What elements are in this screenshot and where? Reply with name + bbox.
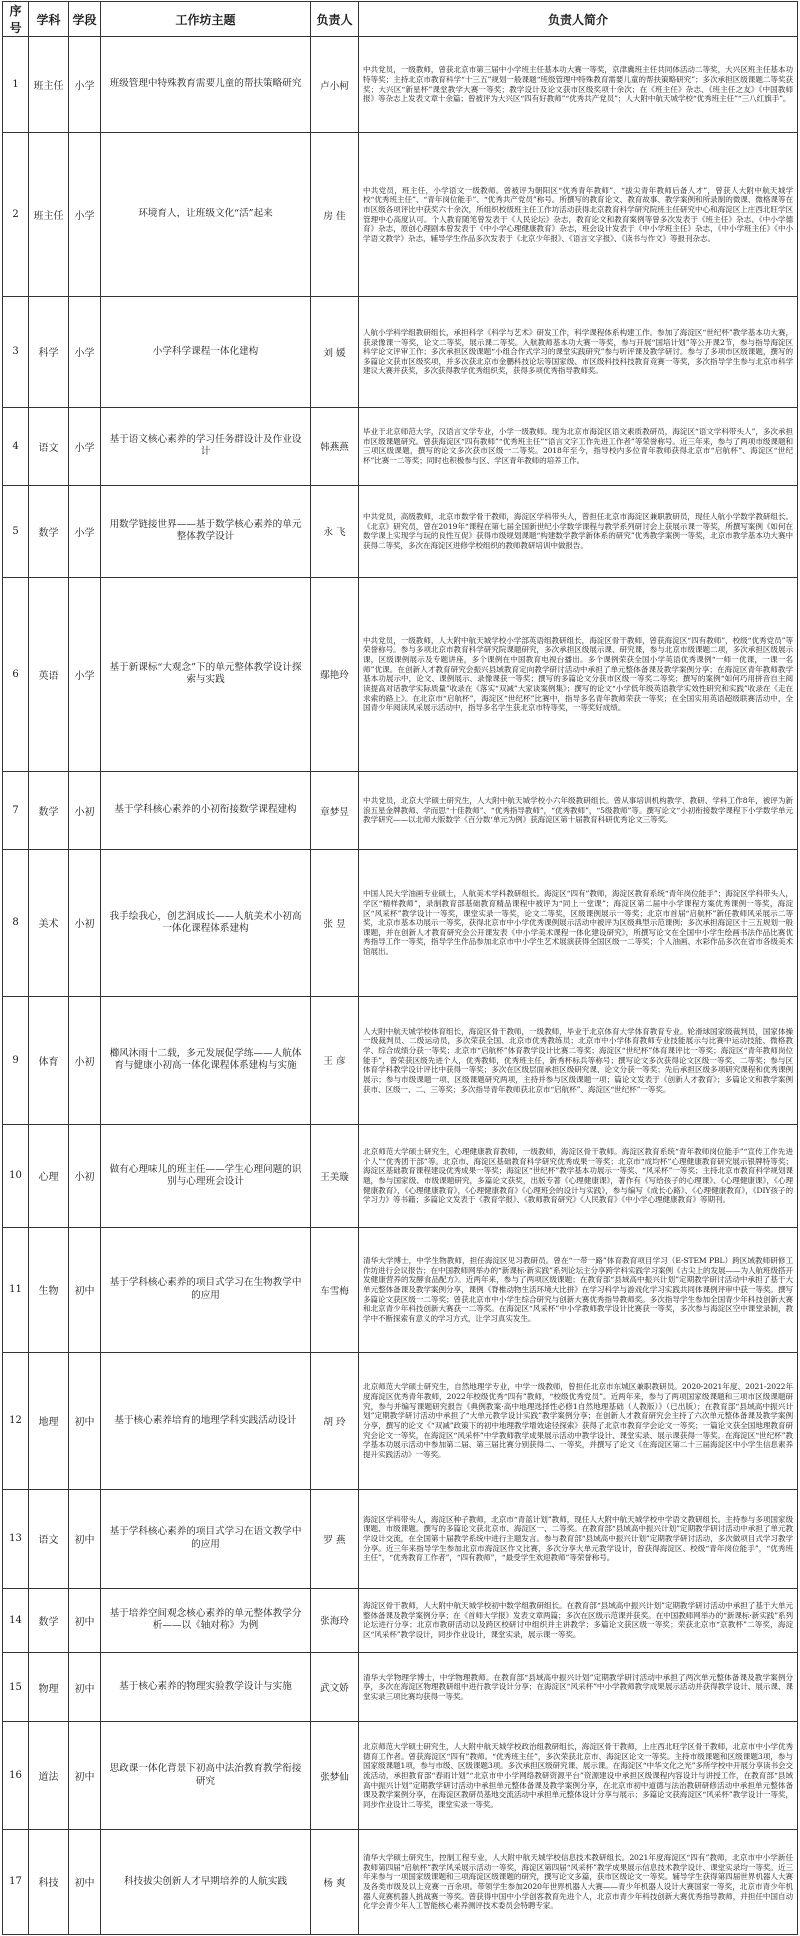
table-row <box>3 1490 798 1589</box>
row-intro: 北京师范大学硕士研究生，心理健康教育教师，一级教师，海淀区骨干教师。海淀区教育系统“青年教师岗位能手”“宣传工作先进个人”“优秀团干部”等。北京市、海淀区基础教育科学研究优秀成果一等奖；北京市“成均杯”心理健康教育研究展示银牌特等奖；海淀区基础教育课程建设优秀成果一等奖；海淀区“世纪杯”教学基本功展示一等奖、“风采杯”一等奖；主持北京市教育科学规划课题，参与国家级、市级课题研究，多篇论文获奖，出版专著《心理健康课》，著作有《写给孩子的心理课》、《心理健康课》，《心理健康教育》，《心理健康教育》，《心理健康教育》《心理班会的设计与实践》，参与编写《成长心路》、《心理健康教育》，《DIY孩子的学习力》等书籍；多篇论文发表于《教育学报》、《教师教育研究》《人民教育》《中小学心理健康教育》等期刊。 <box>359 1125 798 1227</box>
row-theme: 櫛风沐雨十二载，多元发展促学练——人航体育与健康小初高一体化课程体系建构与实施 <box>101 996 311 1125</box>
row-level: 小初 <box>69 1125 101 1227</box>
header-intro: 负责人简介 <box>359 2 798 37</box>
row-level: 初中 <box>69 1722 101 1829</box>
row-level: 小学 <box>69 37 101 133</box>
row-theme: 小学科学课程一体化建构 <box>101 296 311 407</box>
row-number: 7 <box>3 771 29 850</box>
row-number: 10 <box>3 1125 29 1227</box>
row-subject: 数学 <box>29 771 69 850</box>
row-theme: 基于核心素养培育的地理学科实践活动设计 <box>101 1352 311 1489</box>
row-theme: 我手绘我心，创艺润成长——人航美术小初高一体化课程体系建构 <box>101 850 311 996</box>
row-number: 1 <box>3 37 29 133</box>
row-level: 小学 <box>69 408 101 485</box>
row-intro: 中共党员，北京大学硕士研究生，人大附中航天城学校小六年级教研组长。曾从事培训机构教学、教研、学科工作8年，被评为新浪五星金牌教师、学而思“十佳教师”、“优秀指导教师”，“优秀教师”，“5级教师”等。撰写论文“小初衔接数学课程下小学数学单元教学研究——以北师大版数学《百分数‘单元为例》获海淀区第十届教育科研优秀论文三等奖。 <box>359 771 798 850</box>
row-number: 11 <box>3 1227 29 1352</box>
table-row <box>3 850 798 996</box>
row-leader: 王 彦 <box>311 996 359 1125</box>
row-leader: 韩燕燕 <box>311 408 359 485</box>
table-body <box>3 37 798 1935</box>
row-level: 初中 <box>69 1227 101 1352</box>
row-level: 初中 <box>69 1490 101 1589</box>
row-level: 小学 <box>69 133 101 297</box>
row-subject: 心理 <box>29 1125 69 1227</box>
row-subject: 美术 <box>29 850 69 996</box>
row-intro: 中国人民大学油画专业硕士，人航美术学科教研组长。海淀区“四有”教师，海淀区教育系统“青年岗位能手”；海淀区学科带头人，学区“精样教师”，录制教育部基础教育精品课程中被评为“同上一堂课”；海淀区第二届中小学课程方案优秀课例一等奖，海淀区“风采杯”教学设计一等奖，课堂实录一等奖，论文二等奖，区级课例展示一等奖；北京市首届“启航杯”新任教师风采展示二等奖，北京市基本功展示一等奖，获得北京市中小学优秀课例展示活动中被评为区级典型示范课例；多次承担海淀区十三五规划一般课题，并在创新人才教育研究会公开课发表《中小学美术课程一体化建设研究》，所撰写论文在全国中小学生绘画书法作品比赛优秀指导工作一等奖，指导学生作品参加北京市中小学生艺术展演获得全国区级一二等奖；个人油画、水彩作品多次在省市各级美术馆展出。 <box>359 850 798 996</box>
row-intro: 中共党员，班主任，小学语文一级教师。曾被评为朝阳区“优秀青年教师”、“拔尖青年教师后备人才”，曾获人大附中航天城学校“优秀班主任”、“青年岗位能手”、“优秀共产党员”称号。所撰写的教育论文、教育故事、教学案例和所录制的微课、微格课等在市区级各项评比中获奖六十余次，所组织校级班主任工作坊活动获得北京教育科学研究院班主任研究中心和海淀区上庄西北旺学区管理中心高度认可。个人教育随笔曾发表于《人民论坛》杂志，教育论文和教育案例等曾多次发表于《班主任》杂志、《中小学德育》杂志，原创心理剧本曾发表于《中小学心理健康教育》杂志，班会设计发表于《中小学班主任》杂志，《中小学班主任》《中小学语文教学》杂志，辅导学生作品多次发表于《北京少年报》、《语言文字报》、《读书与作文》等报刊杂志。 <box>359 133 798 297</box>
row-theme: 基于新课标“大观念”下的单元整体教学设计探索与实践 <box>101 578 311 772</box>
row-subject: 道法 <box>29 1722 69 1829</box>
row-number: 13 <box>3 1490 29 1589</box>
header-subject: 学科 <box>29 2 69 37</box>
row-leader: 张海玲 <box>311 1588 359 1652</box>
table-row <box>3 408 798 485</box>
row-leader: 杨 爽 <box>311 1829 359 1934</box>
row-intro: 中共党员，一级教师，曾获北京市第三届中小学班主任基本功大赛一等奖，京津冀班主任共同体活动二等奖，大兴区班主任基本功特等奖；主持北京市教育科学“十三五”规划一般课题“班级管理中特殊教育需要儿童的帮扶策略研究”；多次承担区级课题二等奖获奖；大兴区“新星杯”课堂教学大赛一等奖；教学设计及论文获市区级奖项十余次；在《班主任》杂志、《班主任之友》《中国教师报》等杂志上发表文章十余篇；曾被评为大兴区“四有好教师”“优秀共产党员”；人大附中航天城学校“优秀班主任”“三八红旗手”。 <box>359 37 798 133</box>
row-leader: 章梦昱 <box>311 771 359 850</box>
row-subject: 数学 <box>29 485 69 577</box>
row-number: 2 <box>3 133 29 297</box>
row-subject: 地理 <box>29 1352 69 1489</box>
row-leader: 车雪梅 <box>311 1227 359 1352</box>
row-intro: 清华大学博士，中学生物教师，担任海淀区见习教研员。曾在“一带一路”体育教育项目学习（E-STEM PBL）跨区域教师研修工作坊进行会议报告；在中国教师网举办的“新课标·新实践”系列论坛主分享跨学科实践学习案例《古尖上的发展——为人航班级搭开发健康营养的发酵食品配方》。近两年来，参与了两项区级课题；在教育部“县域高中振兴计划”定期教学研讨活动中承担了基于大单元整体备课及教学案例分享，课例《脊椎动物生活环境大比拼》在学习科学与游戏化学习实践共同体课例评审中获一等奖。撰写多篇论文获区级一二等奖；曾获北京市中小学生综合研究与创新大赛优秀指导教师奖。多次指导学生参加全国青少年科技创新大赛和北京青少年科技创新大赛获一二等奖。在海淀区“风采杯”中小学教师教学设计比赛获一等奖，多次参与海淀区空中课堂录制，教学中不断探索有意义的学习方式，让学习真实发生。 <box>359 1227 798 1352</box>
row-number: 9 <box>3 996 29 1125</box>
row-leader: 永 飞 <box>311 485 359 577</box>
table-row <box>3 1588 798 1652</box>
row-subject: 物理 <box>29 1652 69 1722</box>
header-theme: 工作坊主题 <box>101 2 311 37</box>
table-row <box>3 1652 798 1722</box>
table-row <box>3 1352 798 1489</box>
row-number: 5 <box>3 485 29 577</box>
row-intro: 毕业于北京师范大学，汉语言文学专业，小学一级教师。现为北京市海淀区语文素质教研员，海淀区“语文学科带头人”，多次承担市区级课题研究。曾获海淀区“四有教师”“优秀班主任”“语言文字工作先进工作者”等荣誉称号。近三年来，参与了两项市级课题和三项区级课题，撰写的论文多次获市区级一二等奖。2018年至今，指导校内多位青年教师获得北京市“启航杯”、海淀区“世纪杯”比赛一二等奖；同时也积极参与区、学区青年教师的培养工作。 <box>359 408 798 485</box>
row-intro: 海淀区骨干教师，人大附中航天城学校初中数学组教研组长。在教育部“县域高中振兴计划”定期教学研讨活动中承担了基于大单元整体备课及教学案例分享；在《首师大学报》发表文章两篇；多次在区级示范课并获奖。在中国教师网举办的“新课标·新实践”系列论坛进行分享；北京市教研活动以及跨区校研讨中组织并主讲教学；多篇论文获区级一等奖；荣获北京市“京教杯”二等奖，海淀区“风采杯”教学设计，同步作业设计，课堂实录，展示课一等奖。 <box>359 1588 798 1652</box>
row-number: 12 <box>3 1352 29 1489</box>
row-theme: 做有心理味儿的班主任——学生心理问题的识别与心理班会设计 <box>101 1125 311 1227</box>
row-level: 小学 <box>69 296 101 407</box>
row-number: 3 <box>3 296 29 407</box>
row-subject: 体育 <box>29 996 69 1125</box>
row-number: 8 <box>3 850 29 996</box>
row-number: 17 <box>3 1829 29 1934</box>
table-row <box>3 771 798 850</box>
row-level: 小学 <box>69 578 101 772</box>
row-level: 初中 <box>69 1829 101 1934</box>
header-level: 学段 <box>69 2 101 37</box>
row-theme: 基于学科核心素养的项目式学习在语文教学中的应用 <box>101 1490 311 1589</box>
row-intro: 北京师范大学硕士研究生，自然地理学专业，中学一级教师，曾担任北京市东城区兼职教研员。2020-2021年度、2021-2022年度海淀区优秀青年教师，2022年校级优秀“四有”教师，“校级优秀党员”。近两年来，参与了两项国家级课题和三项市区级课题研究，参与并编写课题研究报告《典例教案·高中地理选择性必修1自然地理基础（人教版）》（已出版）；在教育部“县域高中振兴计划”定期教学研讨活动中承担了“大单元教学设计实践”教学案例分享；在创新人才教育研究会主持了六次单元整体备课及教学案例分享，撰写的论文《“双减”政策下的初中地理教学增效途径探索》获得了北京市教育学会论文一等奖；一篇论文获全国地理教育研究会论文一等奖，在海淀区“风采杯”中学教师教学成果展示活动中教学设计、课堂实录、展示课获得一等奖。在海淀区“世纪杯”教学基本功展示活动中参加第二届、第三届比赛分别获得二、一等奖，并撰写了论文《在海淀区第二十三届海淀区中小学生信息素养提升实践活动》一等奖。 <box>359 1352 798 1489</box>
row-subject: 生物 <box>29 1227 69 1352</box>
table-row <box>3 996 798 1125</box>
row-theme: 基于语文核心素养的学习任务群设计及作业设计 <box>101 408 311 485</box>
row-leader: 王美璇 <box>311 1125 359 1227</box>
row-leader: 卢小柯 <box>311 37 359 133</box>
row-intro: 清华大学硕士研究生，控制工程专业，人大附中航天城学校信息技术教研组长。2021年度海淀区“四有”教师，北京市中小学新任教师第四届“启航杯”教学风采展示活动一等奖，海淀区第四届“风采杯”教学成果展示信息技术教学设计、课堂实录均一等奖。近三年来参与一项国家级课题和三项海淀区级课题的研究，撰写论文多篇，获市区级论文一等奖。辅导学生获得第四届世界机器人大赛及各类市级及以上竞赛一百余项。带领学生参加2020年世界机器人大赛——青少年机器人设计大赛国家一等奖，北京市青少年机器人竞赛机器人挑战赛一等奖。曾获得中国中小学创客教育先进个人，北京市青少年科技创新大赛优秀指导教师，并担任中国自动化学会青少年人工智能核心素养测评技术委员会特聘专家。 <box>359 1829 798 1934</box>
row-leader: 罗 燕 <box>311 1490 359 1589</box>
table-row <box>3 296 798 407</box>
row-level: 小学 <box>69 485 101 577</box>
row-theme: 基于培养空间观念核心素养的单元整体教学分析——以《轴对称》为例 <box>101 1588 311 1652</box>
row-intro: 北京师范大学硕士研究生，人大附中航天城学校政治组教研组长，海淀区骨干教师，上庄西北旺学区骨干教师，北京市中小学优秀德育工作者。曾获海淀区“四有”教师。“优秀班主任”，多次荣获北京市、海淀区论文一等奖。主持市级课题和区级课题3项，参与国家级课题1项，参与市级、区级课题3项。多次承担区级研究课、展示课。在海淀区“中华文化之光”多所学校中开展分享读书会交流活动，承担教育部“春雨计划”“北京市中小学网络教研资源平台”资源建设中承担区级课程内容设计与讲授工作，在教育部“县域高中振兴计划”定期教学研讨活动中承担单元整体备课及教学案例分享，在北京市初中道德与法治教研研修活动中承担单元整体备课及教学案例分享，在海淀区教研员基地交流活动中承担单元整体设计分享与展示；多篇论文获海淀区“风采杯”教学设计一等奖，同步作业设计二等奖，课堂实录一等奖。 <box>359 1722 798 1829</box>
row-leader: 鄢艳玲 <box>311 578 359 772</box>
row-intro: 清华大学物理学博士，中学物理教师。在教育部“县域高中振兴计划”定期教学研讨活动中承担了两次单元整体备课及教学案例分享，多次在海淀区物理教研组中进行教学设计分享；在海淀区“风采杯”中小学教师教学成果展示活动并获得教学设计、展示课、课堂实录三项比赛均获得一等奖。 <box>359 1652 798 1722</box>
row-number: 15 <box>3 1652 29 1722</box>
row-level: 小初 <box>69 771 101 850</box>
workshop-table <box>2 1 798 1935</box>
row-theme: 基于核心素养的物理实验教学设计与实施 <box>101 1652 311 1722</box>
row-level: 初中 <box>69 1652 101 1722</box>
table-row <box>3 1722 798 1829</box>
row-theme: 班级管理中特殊教育需要儿童的帮扶策略研究 <box>101 37 311 133</box>
row-intro: 中共党员，高级教师，北京市数学骨干教师，海淀区学科带头人，曾担任北京市海淀区兼职教研员，现任人航小学数学教研组长。《北京》研究员，曾在2019年“课程在第七届全国新世纪小学数学课程与教学系列研讨会上获展示课一等奖，所撰写案例《如何在数学课上实现学与玩的良性互促》获得市级规划课题“构建数学教学新体系的研究”优秀教学案例一等奖，北京市教学基本功大赛中获得二等奖，多次在海淀区进修学校组织的教师教研培训中做报告。 <box>359 485 798 577</box>
table-row <box>3 1829 798 1934</box>
table-row <box>3 578 798 772</box>
row-subject: 科技 <box>29 1829 69 1934</box>
row-number: 4 <box>3 408 29 485</box>
header-leader: 负责人 <box>311 2 359 37</box>
row-subject: 数学 <box>29 1588 69 1652</box>
row-level: 小初 <box>69 850 101 996</box>
table-row <box>3 1125 798 1227</box>
row-intro: 人大附中航天城学校体育组长，海淀区骨干教师，一级教师，毕业于北京体育大学体育教育专业。轮滑球国家级裁判员，国家体操一级裁判员、二级运动员，多次荣获全国、北京市优秀教练员；北京市中小学体育教师专业技能展示与比赛中运动技能、微格教学、综合成绩分获一等奖；北京市“启航杯”体育教学设计比赛二等奖；海淀区“世纪杯”体育课评比一等奖；海淀区“青年教师岗位能手”，曾荣获区级先进个人，优秀教师，优秀班主任，新秀杯标兵等称号；撰写论文多次获得论文区级一等奖、二等奖；参与区体育学科教学设计评比中获得一等奖；多次在区级层面承担区级研究课、论文分获一等奖；先后承担区级多项研究课程和优秀课例展示；参与市级课题一项、区级课题研究两项，主持并参与区级课题一项；篇论文发表于《创新人才教育》；多篇论文和教学案例获市、区级一、二、三等奖；多次指导青年教师获北京市“启航杯”、海淀区“世纪杯”一等奖。 <box>359 996 798 1125</box>
row-leader: 张 昱 <box>311 850 359 996</box>
row-leader: 胡 玲 <box>311 1352 359 1489</box>
row-intro: 海淀区学科带头人，海淀区种子教师，北京市“青蓝计划”教师，现任人大附中航天城学校中学语文教研组长。主持参与多项国家级课题、市级课题。撰写的多篇论文获北京市、海淀区一、二等奖。在教育部“县域高中振兴计划”定期教学研讨活动中承担了单元教学设计交流，在全国第十届教学系统中进行主题发言。参与教育部“县域高中振兴计划”定期教学研讨活动，多次做项目式学习教学分享。近三年来指导学生参加北京市海淀区作文比赛，多次分享大单元教学设计，曾获得海淀区、校级“青年岗位能手”，“优秀班主任”，“优秀教育工作者”，“四有教师”，“最受学生欢迎教师”等荣誉称号。 <box>359 1490 798 1589</box>
table-row <box>3 133 798 297</box>
header-no: 序号 <box>3 2 29 37</box>
row-level: 小初 <box>69 996 101 1125</box>
row-subject: 语文 <box>29 1490 69 1589</box>
row-subject: 班主任 <box>29 133 69 297</box>
table-header-row <box>3 2 798 37</box>
row-theme: 环境育人，让班级文化“活”起来 <box>101 133 311 297</box>
row-subject: 科学 <box>29 296 69 407</box>
row-intro: 人航小学科学组教研组长，承担科学《科学与艺术》研发工作，科学课程体系构建工作。参加了海淀区“世纪杯”教学基本功大赛，获录像课一等奖，论文二等奖，展示课二等奖。入航教师基本功大赛一等奖，参与开展“国培计划”等公开课2节，参与指导海淀区科学论文评审工作；多次承担区级课题“小组合作式学习的课堂实践研究”参与听评课及教学研讨。参与了多项市区级课题，撰写的多篇论文获市区级奖项，并多次获北京市金鹏科技论坛等国家级、市区级科技科技教育竞赛一等奖，多次指导学生参与北京市科学建议大赛并获奖，多次获得教学优秀组织奖，获得多项优秀指导教师奖。 <box>359 296 798 407</box>
row-leader: 房 佳 <box>311 133 359 297</box>
row-leader: 张梦仙 <box>311 1722 359 1829</box>
row-subject: 班主任 <box>29 37 69 133</box>
row-number: 6 <box>3 578 29 772</box>
row-theme: 科技拔尖创新人才早期培养的人航实践 <box>101 1829 311 1934</box>
row-subject: 语文 <box>29 408 69 485</box>
row-level: 初中 <box>69 1352 101 1489</box>
table-row <box>3 37 798 133</box>
table-row <box>3 1227 798 1352</box>
row-theme: 用数学链接世界——基于数学核心素养的单元整体教学设计 <box>101 485 311 577</box>
row-number: 16 <box>3 1722 29 1829</box>
row-level: 初中 <box>69 1588 101 1652</box>
row-theme: 基于学科核心素养的小初衔接数学课程建构 <box>101 771 311 850</box>
table-row <box>3 485 798 577</box>
row-leader: 武文娇 <box>311 1652 359 1722</box>
row-theme: 思政课一体化背景下初高中法治教育教学衔接研究 <box>101 1722 311 1829</box>
row-leader: 刘 媛 <box>311 296 359 407</box>
row-subject: 英语 <box>29 578 69 772</box>
row-intro: 中共党员，一级教师，人大附中航天城学校小学部英语组教研组长，海淀区骨干教师，曾获海淀区“四有教师”，校级“优秀党员”等荣誉称号。参与多项北京市教育科学研究院课题研究，多次承担区级展示课、研究课，参与北京市级课题二项，多次承担区级展示课，区级课例展示及专题讲座，多个课例在中国教育电视台播出。多个课例荣获全国小学英语优秀课例“一师一优课，一课一名师”优课。在创新人才教育研究会振兴县域教育定向教学研讨活动中承担了单元整体备课及教学案例分享；在海淀区青年教师教学基本功展示中，论文、课例展示、录像课获一等奖；撰写的多篇论文分获市区级一等奖二等奖；撰写的案例“如何巧用拼音自主阅读提高对话教学实际质量”收录在《落实“双减”大家谈案例集》；撰写的论文“小学低年级英语教学实效性研究和实践”收录在《走在求索的路上》。在北京市“启航杯”，海淀区“世纪杯”比赛中，指导多名青年教师荣获一等奖；在全国实用英语超级联赛活动中，全国青少年阅读风采展示活动中，指导多名学生获北京市特等奖，一等奖好成绩。 <box>359 578 798 772</box>
row-number: 14 <box>3 1588 29 1652</box>
row-theme: 基于学科核心素养的项目式学习在生物教学中的应用 <box>101 1227 311 1352</box>
